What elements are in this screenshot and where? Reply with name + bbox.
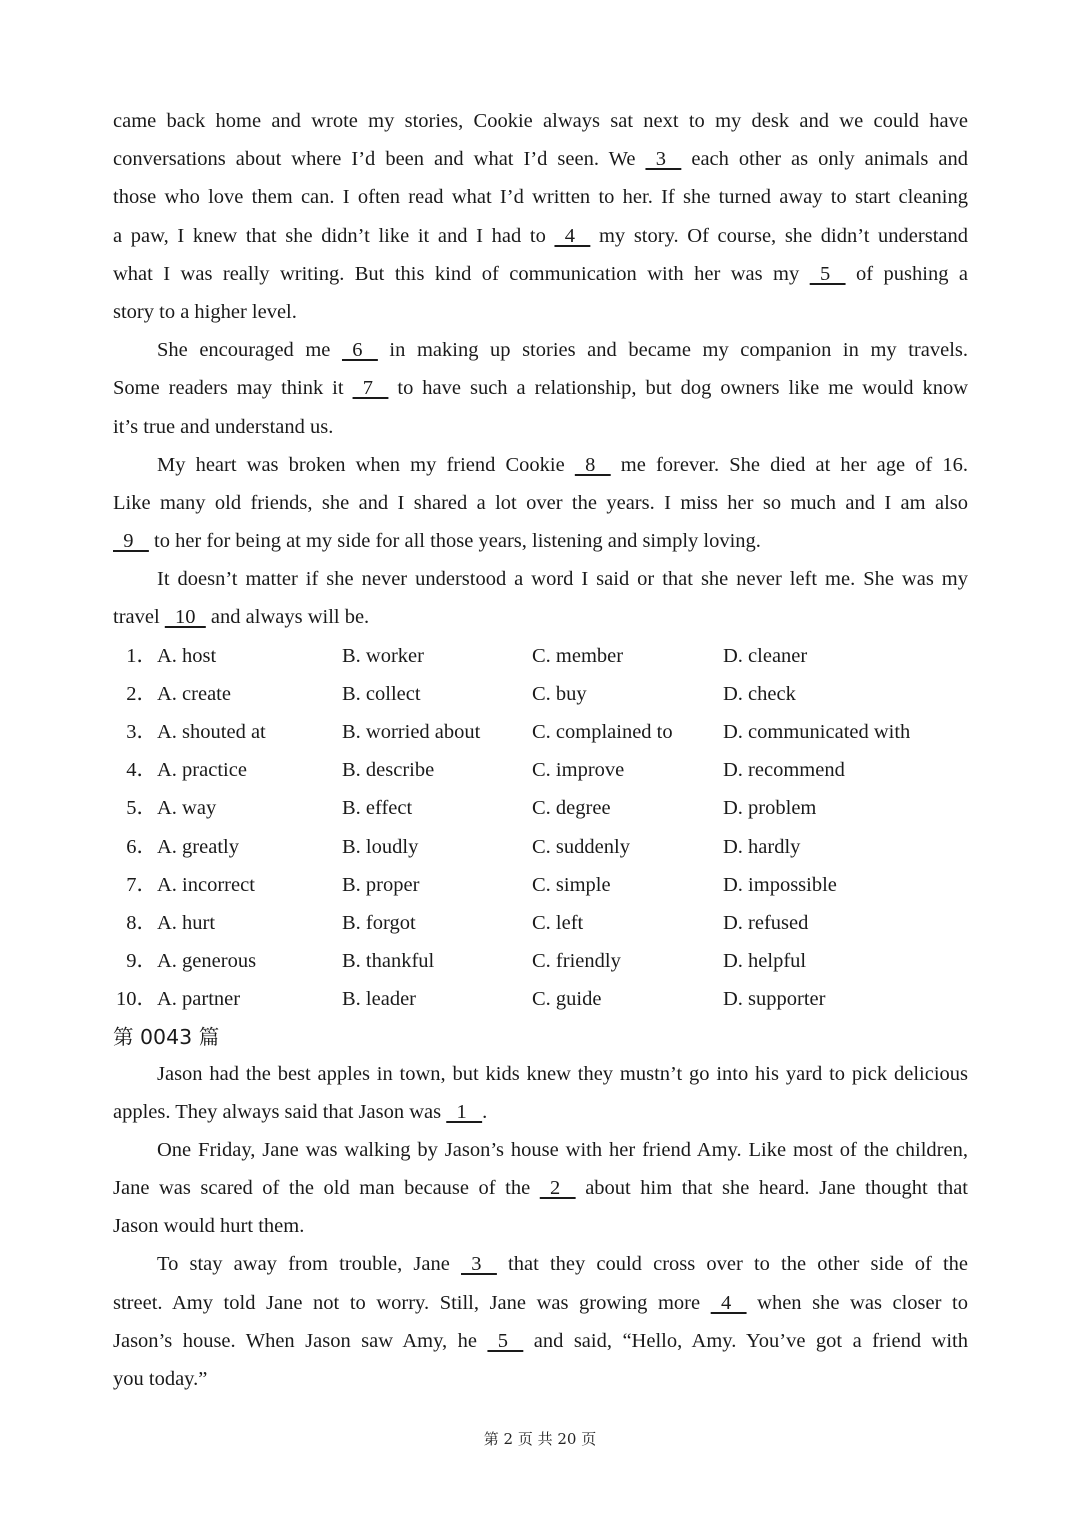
option-c: C. left	[532, 911, 584, 934]
question-number: 7．	[126, 873, 157, 896]
option-d: D. problem	[723, 797, 817, 820]
text-line: street. Amy told Jane not to worry. Still, Jane was growing more 4 when she was closer to	[113, 1284, 968, 1322]
option-b: B. effect	[342, 797, 413, 820]
answer-blank: 3	[645, 148, 682, 171]
option-d: D. hardly	[723, 835, 801, 858]
option-d: D. check	[723, 682, 796, 705]
question-number: 2．	[126, 682, 157, 705]
option-a: A. incorrect	[157, 873, 255, 896]
text-line: It doesn’t matter if she never understood a word I said or that she never left me. She was my	[157, 568, 968, 591]
question-number: 5．	[126, 797, 157, 820]
text-line: One Friday, Jane was walking by Jason’s house with her friend Amy. Like most of the children,	[157, 1138, 968, 1161]
text-line: My heart was broken when my friend Cookie 8 me forever. She died at her age of 16.	[113, 446, 968, 484]
option-b: B. proper	[342, 873, 420, 896]
option-a: A. create	[157, 682, 231, 705]
passage-jason	[113, 1055, 968, 1399]
answer-blank: 6	[341, 339, 378, 362]
text-line: 9 to her for being at my side for all those years, listening and simply loving.	[113, 522, 968, 560]
option-row	[113, 675, 968, 713]
option-row	[113, 713, 968, 751]
option-a: A. host	[157, 644, 217, 667]
option-d: D. helpful	[723, 950, 807, 973]
option-row	[113, 942, 968, 980]
text-line: apples. They always said that Jason was 1 .	[113, 1093, 968, 1131]
answer-blank: 3	[461, 1253, 497, 1276]
question-number: 10．	[116, 988, 157, 1011]
option-c: C. suddenly	[532, 835, 630, 858]
option-d: D. supporter	[723, 988, 826, 1011]
options-table	[113, 637, 968, 1019]
option-a: A. greatly	[157, 835, 239, 858]
question-number: 1．	[126, 644, 157, 667]
option-b: B. loudly	[342, 835, 419, 858]
option-row	[113, 789, 968, 827]
option-c: C. member	[532, 644, 624, 667]
option-d: D. recommend	[723, 759, 845, 782]
answer-blank: 1	[446, 1100, 483, 1123]
option-b: B. worker	[342, 644, 424, 667]
text-line: travel 10 and always will be.	[113, 598, 968, 636]
document-page	[113, 102, 968, 1398]
option-a: A. way	[157, 797, 217, 820]
page-footer: 第 2 页 共 20 页	[483, 1430, 597, 1448]
option-row	[113, 866, 968, 904]
text-line: those who love them can. I often read what I’d written to her. If she turned away to start cleaning	[113, 186, 968, 209]
text-line: a paw, I knew that she didn’t like it and I had to 4 my story. Of course, she didn’t understand	[113, 217, 968, 255]
text-line: conversations about where I’d been and what I’d seen. We 3 each other as only animals and	[113, 140, 968, 178]
question-number: 3．	[126, 721, 157, 743]
text-line: Like many old friends, she and I shared a lot over the years. I miss her so much and I am also	[113, 491, 968, 514]
text-line: what I was really writing. But this kind of communication with her was my 5 of pushing a	[113, 255, 968, 293]
option-c: C. improve	[532, 759, 625, 782]
answer-blank: 8	[574, 453, 611, 476]
text-line: She encouraged me 6 in making up stories and became my companion in my travels.	[113, 331, 968, 369]
text-line: Some readers may think it 7 to have such a relationship, but dog owners like me would know	[113, 369, 968, 407]
option-d: D. cleaner	[723, 644, 808, 667]
text-line: To stay away from trouble, Jane 3 that they could cross over to the other side of the	[113, 1245, 968, 1283]
text-line: it’s true and understand us.	[113, 415, 334, 438]
option-b: B. leader	[342, 988, 416, 1011]
text-line: came back home and wrote my stories, Cookie always sat next to my desk and we could have	[113, 110, 968, 132]
answer-blank: 10	[164, 606, 206, 629]
option-c: C. complained to	[532, 721, 673, 743]
option-b: B. thankful	[342, 950, 435, 973]
option-a: A. practice	[157, 759, 247, 782]
answer-blank: 2	[539, 1177, 576, 1200]
text-line: Jason would hurt them.	[113, 1215, 305, 1238]
text-line: Jason had the best apples in town, but kids knew they mustn’t go into his yard to pick delicious	[157, 1062, 968, 1085]
option-c: C. simple	[532, 873, 611, 896]
question-number: 9．	[126, 950, 157, 973]
option-a: A. shouted at	[157, 721, 266, 743]
option-d: D. refused	[723, 911, 809, 934]
answer-blank: 9	[113, 530, 149, 553]
text-line: Jason’s house. When Jason saw Amy, he 5 and said, “Hello, Amy. You’ve got a friend with	[113, 1322, 968, 1360]
answer-blank: 5	[809, 262, 846, 285]
option-c: C. guide	[532, 988, 602, 1011]
passage-cookie	[113, 102, 968, 637]
option-d: D. communicated with	[723, 721, 911, 743]
option-row	[113, 980, 968, 1018]
option-row	[113, 751, 968, 789]
option-row	[113, 637, 968, 675]
question-number: 4．	[126, 759, 157, 782]
option-c: C. buy	[532, 682, 587, 705]
option-row	[113, 828, 968, 866]
question-number: 8．	[126, 911, 157, 934]
option-b: B. worried about	[342, 721, 481, 743]
option-d: D. impossible	[723, 873, 837, 896]
option-a: A. partner	[157, 988, 241, 1011]
option-a: A. generous	[157, 950, 257, 973]
section-heading: 第 0043 篇	[113, 1024, 220, 1049]
answer-blank: 4	[554, 224, 591, 247]
answer-blank: 4	[710, 1291, 747, 1314]
option-b: B. describe	[342, 759, 435, 782]
answer-blank: 5	[487, 1329, 524, 1352]
text-line: you today.”	[113, 1368, 208, 1390]
text-line: Jane was scared of the old man because of the 2 about him that she heard. Jane thought that	[113, 1169, 968, 1207]
option-c: C. degree	[532, 797, 611, 820]
question-number: 6．	[126, 835, 157, 858]
answer-blank: 7	[352, 377, 389, 400]
option-c: C. friendly	[532, 950, 621, 973]
option-b: B. collect	[342, 682, 421, 705]
option-row	[113, 904, 968, 942]
option-a: A. hurt	[157, 911, 216, 934]
option-b: B. forgot	[342, 911, 416, 934]
text-line: story to a higher level.	[113, 300, 297, 323]
